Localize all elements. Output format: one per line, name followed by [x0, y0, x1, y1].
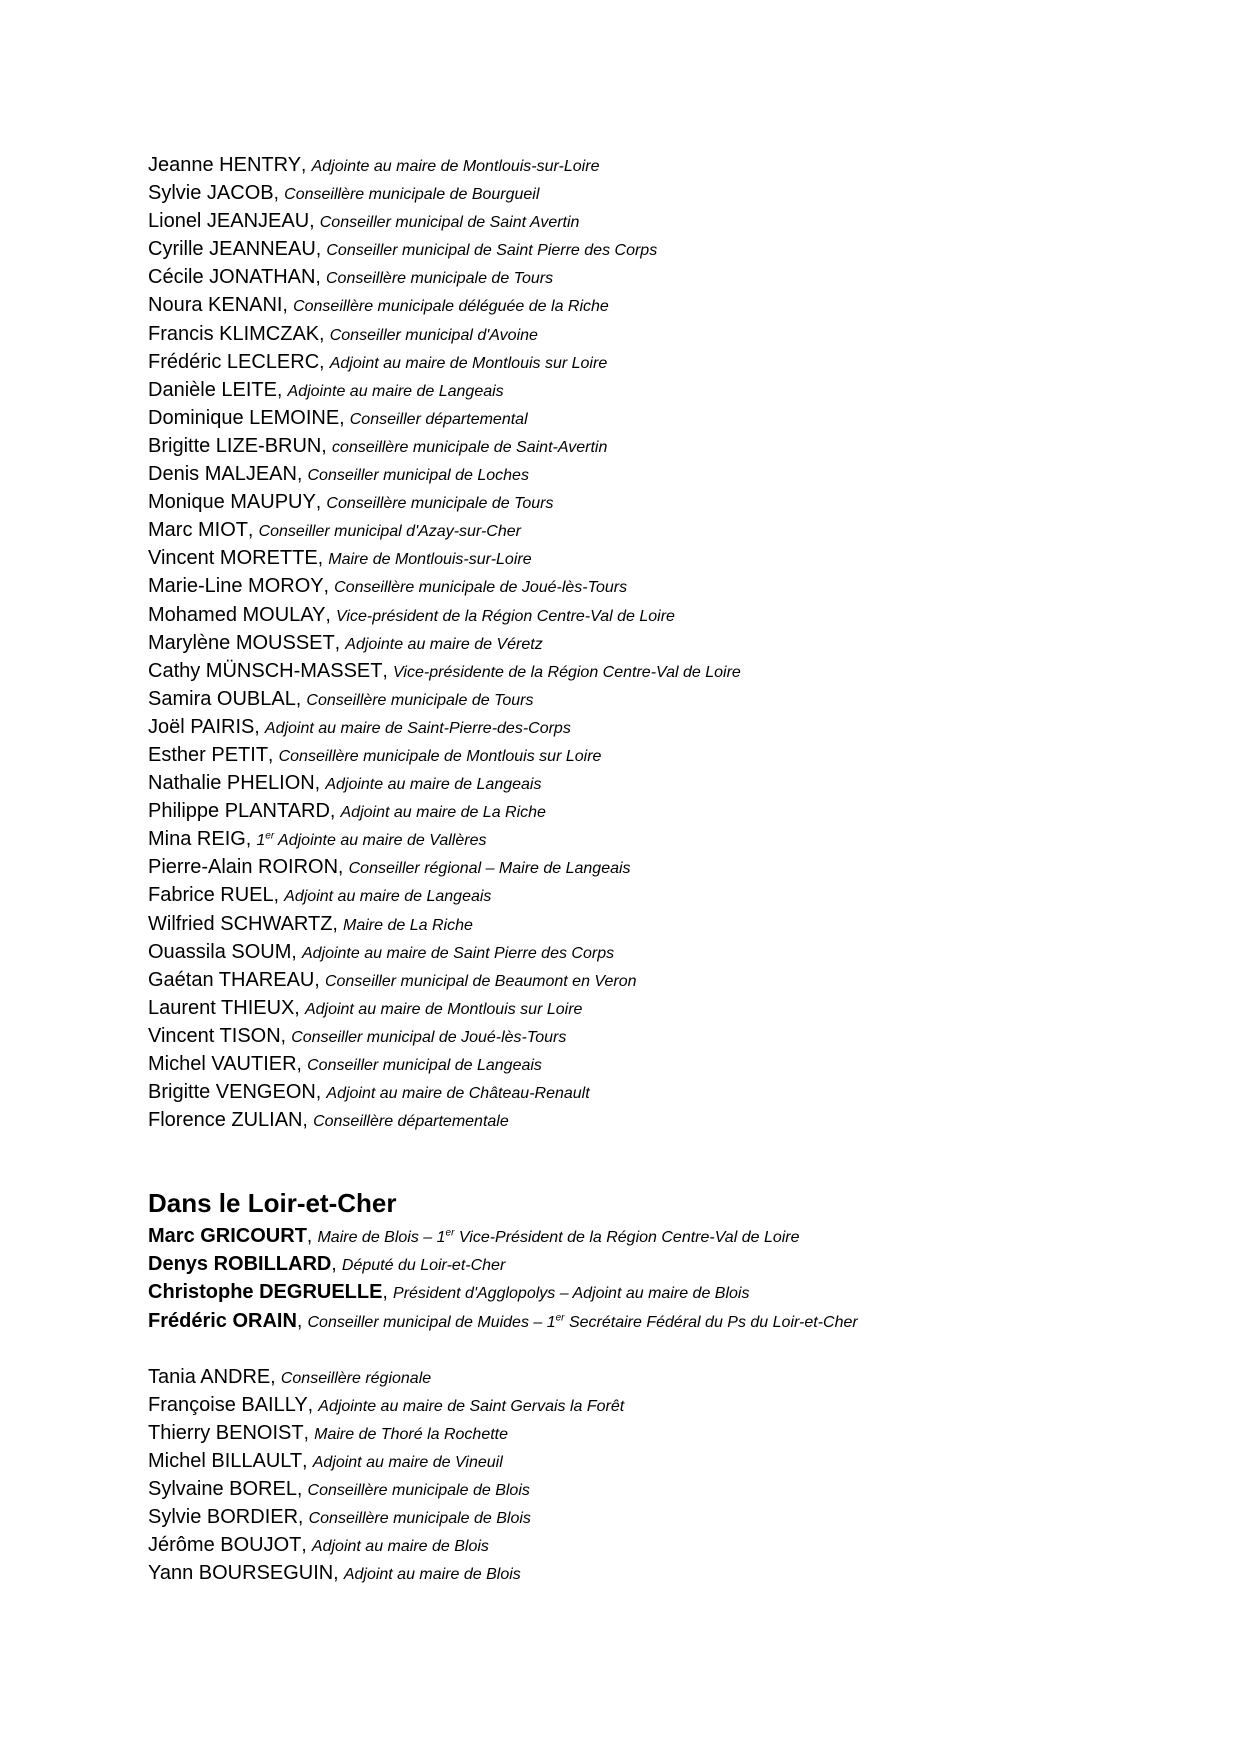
loir-et-cher-leaders-list: [148, 1222, 1148, 1334]
spacer: [148, 1335, 1148, 1363]
person-name: Sylvie BORDIER: [148, 1506, 299, 1529]
list-item: Pierre-Alain ROIRON, Conseiller régional – Maire de Langeais: [148, 856, 631, 879]
person-title: Conseiller municipal de Joué-lès-Tours: [291, 1028, 567, 1046]
person-title: conseillère municipale de Saint-Avertin: [331, 438, 608, 456]
person-title: Adjoint au maire de La Riche: [340, 804, 546, 822]
person-name: Tania ANDRE: [148, 1365, 271, 1388]
person-title: Conseiller municipal de Saint Avertin: [319, 214, 580, 232]
superscript: er: [445, 1227, 455, 1239]
person-name: Cyrille JEANNEAU: [148, 238, 316, 261]
list-item: Danièle LEITE, Adjointe au maire de Langeais: [148, 378, 504, 401]
person-name: Samira OUBLAL: [148, 687, 296, 710]
list-item: Sylvie JACOB, Conseillère municipale de Bourgueil: [148, 182, 540, 205]
person-title: Adjointe au maire de Langeais: [325, 776, 542, 794]
person-title: Maire de La Riche: [343, 916, 473, 934]
list-item: Thierry BENOIST, Maire de Thoré la Rochette: [148, 1421, 509, 1444]
person-name: Denis MALJEAN: [148, 463, 297, 486]
list-item: Noura KENANI, Conseillère municipale déléguée de la Riche: [148, 294, 609, 317]
person-name: Dominique LEMOINE: [148, 406, 340, 429]
person-name: Nathalie PHELION: [148, 772, 315, 795]
list-item: Mohamed MOULAY, Vice-président de la Région Centre-Val de Loire: [148, 603, 675, 626]
person-name: Esther PETIT: [148, 743, 269, 766]
person-name: Vincent TISON: [148, 1024, 281, 1047]
list-item: Jeanne HENTRY, Adjointe au maire de Montlouis-sur-Loire: [148, 154, 600, 176]
person-name: Michel BILLAULT: [148, 1449, 303, 1472]
person-name: Mina REIG: [148, 828, 246, 851]
person-title: Adjointe au maire de Véretz: [345, 635, 543, 653]
person-title: Adjoint au maire de Château-Renault: [326, 1085, 590, 1103]
person-title: Adjoint au maire de Langeais: [284, 888, 492, 906]
list-item: Laurent THIEUX, Adjoint au maire de Montlouis sur Loire: [148, 996, 583, 1019]
person-title: Maire de Montlouis-sur-Loire: [328, 551, 532, 569]
person-name: Sylvaine BOREL: [148, 1478, 297, 1501]
list-item: Sylvaine BOREL, Conseillère municipale de Blois: [148, 1478, 530, 1501]
list-item: Ouassila SOUM, Adjointe au maire de Saint Pierre des Corps: [148, 940, 615, 963]
person-title: Conseillère municipale de Blois: [308, 1510, 531, 1528]
person-name: Cécile JONATHAN: [148, 266, 316, 289]
person-name: Pierre-Alain ROIRON: [148, 856, 339, 879]
list-item: Brigitte VENGEON, Adjoint au maire de Château-Renault: [148, 1081, 590, 1104]
person-title: Conseiller municipal de Beaumont en Veron: [324, 972, 637, 990]
list-item: Françoise BAILLY, Adjointe au maire de Saint Gervais la Forêt: [148, 1393, 625, 1416]
person-title: Adjoint au maire de Blois: [343, 1566, 521, 1584]
person-name: Fabrice RUEL: [148, 884, 274, 907]
person-title: 1er Adjointe au maire de Vallères: [256, 830, 487, 850]
person-title: Adjointe au maire de Saint Gervais la Forêt: [318, 1397, 625, 1415]
person-name: Brigitte LIZE-BRUN: [148, 434, 322, 457]
list-item: Denys ROBILLARD, Député du Loir-et-Cher: [148, 1253, 506, 1276]
person-name: Françoise BAILLY: [148, 1393, 308, 1416]
person-title: Conseiller départemental: [349, 410, 528, 428]
person-name: Frédéric ORAIN: [148, 1309, 297, 1332]
person-name: Laurent THIEUX: [148, 996, 295, 1019]
list-item: Vincent TISON, Conseiller municipal de Joué-lès-Tours: [148, 1024, 567, 1047]
person-name: Ouassila SOUM: [148, 940, 292, 963]
person-name: Denys ROBILLARD: [148, 1253, 332, 1276]
person-title: Conseiller municipal de Muides – 1er Secrétaire Fédéral du Ps du Loir-et-Cher: [307, 1312, 858, 1331]
list-item: Cyrille JEANNEAU, Conseiller municipal de Saint Pierre des Corps: [148, 238, 658, 261]
person-name: Frédéric LECLERC: [148, 350, 320, 373]
person-title: Adjoint au maire de Montlouis sur Loire: [329, 354, 608, 372]
list-item: Joël PAIRIS, Adjoint au maire de Saint-Pierre-des-Corps: [148, 715, 571, 738]
person-title: Conseiller municipal d'Avoine: [329, 326, 538, 344]
person-name: Christophe DEGRUELLE: [148, 1281, 383, 1304]
person-title: Vice-président de la Région Centre-Val de Loire: [336, 607, 675, 625]
person-title: Adjoint au maire de Vineuil: [312, 1453, 503, 1471]
person-name: Marc MIOT: [148, 519, 248, 542]
list-item: Nathalie PHELION, Adjointe au maire de Langeais: [148, 772, 542, 795]
list-item: Wilfried SCHWARTZ, Maire de La Riche: [148, 912, 473, 935]
superscript: er: [555, 1312, 565, 1324]
superscript: er: [265, 830, 275, 842]
person-name: Michel VAUTIER: [148, 1053, 297, 1075]
person-title: Conseillère municipale de Joué-lès-Tours: [334, 579, 628, 597]
person-title: Adjointe au maire de Langeais: [287, 382, 504, 400]
list-item: Marc MIOT, Conseiller municipal d'Azay-sur-Cher: [148, 519, 521, 542]
person-name: Noura KENANI: [148, 294, 283, 317]
person-title: Conseillère municipale de Bourgueil: [284, 186, 540, 204]
person-name: Monique MAUPUY: [148, 491, 316, 514]
list-item: Florence ZULIAN, Conseillère départementale: [148, 1109, 509, 1132]
list-item: Dominique LEMOINE, Conseiller départemental: [148, 406, 528, 429]
person-name: Philippe PLANTARD: [148, 800, 330, 823]
person-name: Lionel JEANJEAU: [148, 210, 310, 233]
person-title: Conseiller municipal de Saint Pierre des Corps: [326, 242, 658, 260]
tours-signatories-list: [148, 151, 1148, 1134]
person-name: Cathy MÜNSCH-MASSET: [148, 659, 383, 682]
person-name: Vincent MORETTE: [148, 547, 318, 570]
person-title: Conseillère municipale de Blois: [307, 1482, 530, 1500]
person-name: Danièle LEITE: [148, 378, 277, 401]
list-item: Francis KLIMCZAK, Conseiller municipal d'Avoine: [148, 322, 538, 345]
list-item: Cathy MÜNSCH-MASSET, Vice-présidente de la Région Centre-Val de Loire: [148, 659, 741, 682]
person-title: Conseillère municipale de Montlouis sur Loire: [278, 747, 602, 765]
person-name: Florence ZULIAN: [148, 1109, 303, 1132]
person-title: Président d'Agglopolys – Adjoint au maire de Blois: [393, 1285, 750, 1303]
person-name: Marc GRICOURT: [148, 1225, 307, 1248]
person-title: Conseillère municipale de Tours: [306, 691, 534, 709]
list-item: Frédéric LECLERC, Adjoint au maire de Montlouis sur Loire: [148, 350, 608, 373]
list-item: Yann BOURSEGUIN, Adjoint au maire de Blois: [148, 1562, 521, 1585]
person-title: Conseillère municipale de Tours: [326, 270, 554, 288]
person-title: Adjoint au maire de Blois: [311, 1538, 489, 1556]
person-name: Sylvie JACOB: [148, 182, 274, 205]
person-name: Thierry BENOIST: [148, 1421, 304, 1444]
list-item: Marie-Line MOROY, Conseillère municipale de Joué-lès-Tours: [148, 575, 628, 598]
person-name: Mohamed MOULAY: [148, 603, 326, 626]
person-name: Joël PAIRIS: [148, 715, 255, 738]
person-title: Adjoint au maire de Montlouis sur Loire: [304, 1000, 583, 1018]
person-title: Conseillère départementale: [313, 1113, 509, 1131]
person-name: Brigitte VENGEON: [148, 1081, 316, 1104]
person-name: Yann BOURSEGUIN: [148, 1562, 334, 1585]
list-item: Mina REIG, 1er Adjointe au maire de Vallères: [148, 828, 487, 851]
list-item: Christophe DEGRUELLE, Président d'Agglopolys – Adjoint au maire de Blois: [148, 1281, 750, 1304]
list-item: Frédéric ORAIN, Conseiller municipal de Muides – 1er Secrétaire Fédéral du Ps du Loir-et-Cher: [148, 1309, 858, 1332]
person-title: Adjointe au maire de Montlouis-sur-Loire: [311, 158, 600, 175]
person-title: Conseiller régional – Maire de Langeais: [348, 860, 631, 878]
person-title: Maire de Thoré la Rochette: [314, 1425, 509, 1443]
list-item: Denis MALJEAN, Conseiller municipal de Loches: [148, 463, 529, 486]
list-item: Michel VAUTIER, Conseiller municipal de Langeais: [148, 1053, 542, 1075]
list-item: Brigitte LIZE-BRUN, conseillère municipale de Saint-Avertin: [148, 434, 608, 457]
person-name: Gaétan THAREAU: [148, 968, 315, 991]
loir-et-cher-signatories-list: [148, 1363, 1148, 1588]
list-item: Gaétan THAREAU, Conseiller municipal de Beaumont en Veron: [148, 968, 637, 991]
document-page: [148, 151, 1148, 1587]
list-item: Marc GRICOURT, Maire de Blois – 1er Vice-Président de la Région Centre-Val de Loire: [148, 1225, 800, 1248]
person-name: Marylène MOUSSET: [148, 631, 335, 654]
person-name: Francis KLIMCZAK: [148, 322, 320, 345]
list-item: Vincent MORETTE, Maire de Montlouis-sur-Loire: [148, 547, 532, 570]
list-item: Fabrice RUEL, Adjoint au maire de Langeais: [148, 884, 492, 907]
person-title: Conseiller municipal de Langeais: [307, 1057, 542, 1074]
person-name: Jeanne HENTRY: [148, 154, 302, 176]
list-item: Samira OUBLAL, Conseillère municipale de Tours: [148, 687, 534, 710]
person-title: Adjoint au maire de Saint-Pierre-des-Corps: [264, 719, 571, 737]
list-item: Tania ANDRE, Conseillère régionale: [148, 1365, 432, 1388]
person-title: Conseillère régionale: [280, 1369, 432, 1387]
person-title: Adjointe au maire de Saint Pierre des Corps: [301, 944, 615, 962]
person-title: Maire de Blois – 1er Vice-Président de la Région Centre-Val de Loire: [317, 1227, 800, 1247]
list-item: Cécile JONATHAN, Conseillère municipale de Tours: [148, 266, 554, 289]
list-item: Sylvie BORDIER, Conseillère municipale de Blois: [148, 1506, 531, 1529]
person-name: Wilfried SCHWARTZ: [148, 912, 333, 935]
list-item: Marylène MOUSSET, Adjointe au maire de Véretz: [148, 631, 543, 654]
list-item: Jérôme BOUJOT, Adjoint au maire de Blois: [148, 1534, 489, 1557]
person-name: Jérôme BOUJOT: [148, 1534, 302, 1557]
person-title: Conseillère municipale déléguée de la Riche: [293, 298, 609, 316]
person-title: Conseiller municipal d'Azay-sur-Cher: [258, 523, 521, 541]
list-item: Philippe PLANTARD, Adjoint au maire de La Riche: [148, 800, 546, 823]
list-item: Michel BILLAULT, Adjoint au maire de Vineuil: [148, 1449, 503, 1472]
section-heading: Dans le Loir-et-Cher: [148, 1188, 397, 1219]
list-item: Monique MAUPUY, Conseillère municipale de Tours: [148, 491, 554, 514]
person-name: Marie-Line MOROY: [148, 575, 324, 598]
person-title: Vice-présidente de la Région Centre-Val de Loire: [393, 663, 741, 681]
list-item: Esther PETIT, Conseillère municipale de Montlouis sur Loire: [148, 743, 602, 766]
person-title: Conseillère municipale de Tours: [326, 495, 554, 513]
list-item: Lionel JEANJEAU, Conseiller municipal de Saint Avertin: [148, 210, 580, 233]
person-title: Conseiller municipal de Loches: [307, 467, 529, 485]
person-title: Député du Loir-et-Cher: [341, 1257, 506, 1275]
